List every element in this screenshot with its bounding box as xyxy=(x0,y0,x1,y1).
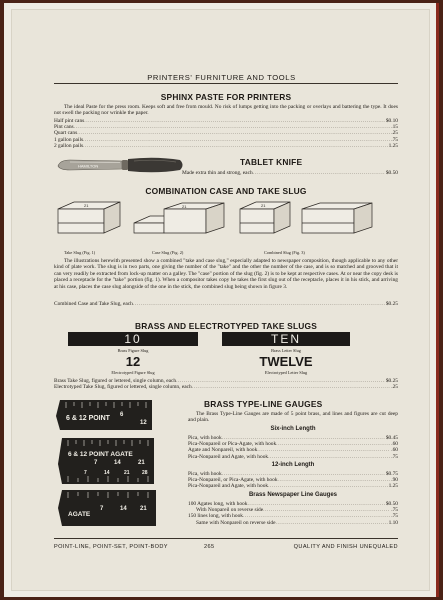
knife-blade-text: HAMILTON xyxy=(78,163,99,169)
slug-figures xyxy=(54,199,398,245)
brass-figure-slug-caption: Brass Figure Slug xyxy=(117,348,149,353)
brass-price-list xyxy=(54,378,398,390)
fig3-caption: Combined Slug (Fig. 3) xyxy=(264,250,305,255)
gauge-middle-number: 21 xyxy=(138,460,145,466)
gauge-middle-number: 21 xyxy=(124,470,130,476)
price-row: Quart cans ..... .25 xyxy=(54,130,398,136)
knife-title: TABLET KNIFE xyxy=(240,157,303,167)
price-row: Pica, with hook ..... $0.45 xyxy=(188,435,398,441)
price-row: Agate and Nonpareil, with hook ..... .60 xyxy=(188,447,398,453)
combo-description: The illustrations herewith presented show a combined "take and case slug," especially adapted to newspaper composition, though applicable to any other kind of plate work. The slug is in two parts, one giving the number of the "take" and the other the number of the case, and is so matched and grooved that it can very readily be extracted from lock-up matter on a galley. The "case" portion of the slug (fig. 2) is to be kept at respective cases. At or near the copy desk is placed a receptacle for the "take" portion (fig. 1). When a compositor takes copy he takes the first slug out of the receptacle, places it in his stick, and arriving at his case, places the case slug alongside of the one in the stick, the combined slug being shown in figure 3. xyxy=(54,258,398,290)
line-gauges-illustration xyxy=(54,394,184,532)
gauges-newspaper-list xyxy=(188,501,398,526)
fig1-caption: Take Slug (Fig. 1) xyxy=(64,250,96,255)
price-row: Made extra thin and strong, each ..... $0.50 xyxy=(182,170,398,176)
gauge-middle-number: 7 xyxy=(94,460,98,466)
brass-title: BRASS AND ELECTROTYPED TAKE SLUGS xyxy=(134,321,318,331)
gauge-bottom-number: 14 xyxy=(120,506,127,512)
gauge-middle-number: 28 xyxy=(142,470,148,476)
price-row: Electrotyped Take Slug, figured or lettered, single column, each ..... .25 xyxy=(54,384,398,390)
brass-letter-slug: TEN xyxy=(222,332,350,346)
slug-illustrations xyxy=(54,199,398,245)
price-row: Pica-Nonpareil and Agate, with hook ..... 1.25 xyxy=(188,483,398,489)
gauges-twelve-inch-list xyxy=(188,471,398,490)
combo-title: COMBINATION CASE AND TAKE SLUG xyxy=(145,186,307,196)
gauge-middle-number: 7 xyxy=(84,470,87,476)
fig1-number: 21 xyxy=(84,203,89,208)
gauge-bottom-number: 21 xyxy=(140,506,147,512)
combo-price-line xyxy=(54,301,398,307)
brass-letter-slug-caption: Brass Letter Slug xyxy=(271,348,301,353)
paste-title: SPHINX PASTE FOR PRINTERS xyxy=(160,92,292,102)
price-row: Brass Take Slug, figured or lettered, single column, each ..... $0.25 xyxy=(54,378,398,384)
footer-right: QUALITY AND FINISH UNEQUALED xyxy=(293,544,398,550)
gauges-title: BRASS TYPE-LINE GAUGES xyxy=(204,399,323,409)
gauges-intro: The Brass Type-Line Gauges are made of 5 point brass, and lines and figures are cut deep and plain. xyxy=(188,411,398,424)
fig2-number: 21 xyxy=(182,204,187,209)
fig3-number: 21 xyxy=(261,203,266,208)
price-row: Pica-Nonpareil and Agate, with hook ..... .75 xyxy=(188,454,398,460)
knife-illustration xyxy=(56,154,186,176)
price-row: With Nonpareil on reverse side ..... .75 xyxy=(188,507,398,513)
gauge-top-label: 6 & 12 POINT xyxy=(66,415,110,422)
gauge-bottom-label: AGATE xyxy=(68,511,91,518)
price-row: Same with Nonpareil on reverse side ..... 1.10 xyxy=(188,520,398,526)
footer-left: POINT-LINE, POINT-SET, POINT-BODY xyxy=(54,544,168,550)
running-header: PRINTERS' FURNITURE AND TOOLS xyxy=(147,73,296,82)
price-row: 100 Agates long, with hook ..... $0.50 xyxy=(188,501,398,507)
gauge-top-number-6: 6 xyxy=(120,412,124,418)
price-row: 1 gallon pails ..... .75 xyxy=(54,137,398,143)
electrotyped-letter-slug: TWELVE xyxy=(259,354,313,369)
price-row: Half pint cans ..... $0.10 xyxy=(54,118,398,124)
electrotyped-figure-slug: 12 xyxy=(125,354,141,369)
price-row: 150 lines long, with hook ..... .75 xyxy=(188,513,398,519)
footer-rule xyxy=(54,538,398,539)
gauge-bottom-number: 7 xyxy=(100,506,104,512)
tablet-knife-image xyxy=(56,154,186,176)
paste-description: The ideal Paste for the press room. Keeps soft and free from mould. No risk of lumps getting into the packing or overlays and battering the type. It does not swell the packing nor wrinkle the paper. xyxy=(54,104,398,117)
gauge-middle-label: 6 & 12 POINT AGATE xyxy=(68,451,133,458)
paste-price-list xyxy=(54,118,398,149)
electrotyped-figure-slug-caption: Electrotyped Figure Slug xyxy=(111,370,155,375)
price-row: 2 gallon pails ..... 1.25 xyxy=(54,143,398,149)
price-row: Pica-Nonpareil or Pica-Agate, with hook ..... .60 xyxy=(188,441,398,447)
gauge-top-number-12: 12 xyxy=(140,420,147,426)
price-row: Pica, with hook ..... $0.75 xyxy=(188,471,398,477)
gauges-newspaper-heading: Brass Newspaper Line Gauges xyxy=(248,492,338,498)
fig2-caption: Case Slug (Fig. 2) xyxy=(152,250,184,255)
price-row: Combined Case and Take Slug, each ..... $0.25 xyxy=(54,301,398,307)
gauge-middle-number: 14 xyxy=(114,460,121,466)
page-number: 265 xyxy=(204,544,215,550)
brass-figure-slug: 10 xyxy=(68,332,198,346)
knife-price-line xyxy=(182,170,398,176)
gauge-middle-number: 14 xyxy=(104,470,110,476)
gauges-twelve-inch-heading: 12-inch Length xyxy=(271,462,315,468)
price-row: Pint cans ..... .15 xyxy=(54,124,398,130)
line-gauge-images xyxy=(54,394,184,532)
catalog-page xyxy=(11,9,430,591)
gauges-six-inch-heading: Six-inch Length xyxy=(270,426,316,432)
gauges-six-inch-list xyxy=(188,435,398,460)
price-row: Pica-Nonpareil, or Pica-Agate, with hook ..... .90 xyxy=(188,477,398,483)
header-rule xyxy=(54,83,398,84)
electrotyped-letter-slug-caption: Electrotyped Letter Slug xyxy=(264,370,308,375)
